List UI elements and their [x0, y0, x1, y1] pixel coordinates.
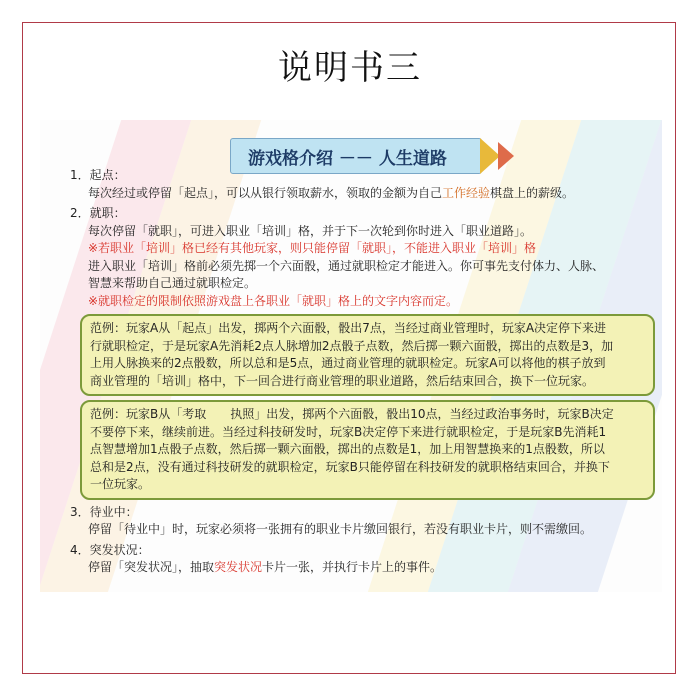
text-run: 卡片一张，并执行卡片上的事件。 — [262, 560, 443, 574]
example-text-line: 不要停下来，继续前进。当经过科技研发时，玩家B决定停下来进行就职检定，于是玩家B先消耗1 — [90, 424, 607, 439]
section-text-line — [70, 185, 660, 203]
manual-photo — [40, 120, 662, 592]
example-box — [80, 400, 655, 500]
text-run: 每次经过或停留「起点」，可以从银行领取薪水，领取的金额为自己 — [88, 185, 443, 200]
section-text-line — [70, 240, 660, 258]
example-text-line: 范例：玩家B从「考取 执照」出发，掷两个六面骰，骰出10点，当经过政治事务时，玩家B决定 — [90, 407, 614, 421]
example-text-line: 范例：玩家A从「起点」出发，掷两个六面骰，骰出7点，当经过商业管理时，玩家A决定停下来进 — [90, 321, 607, 335]
manual-content — [70, 164, 660, 577]
banner-title: 游戏格介绍 －－ 人生道路 — [248, 149, 447, 169]
section-text-line — [70, 258, 660, 276]
section-heading: 3．待业中： — [70, 504, 138, 519]
section-text-line — [70, 293, 660, 311]
section-text-line — [70, 275, 660, 293]
section-heading: 4．突发状况： — [70, 542, 150, 557]
section-text-line — [70, 559, 660, 577]
example-text-line: 点智慧增加1点骰子点数，然后掷一颗六面骰，掷出的点数是1，加上用智慧换来的1点骰数，所以 — [90, 442, 605, 456]
section-heading: 2．就职： — [70, 206, 126, 220]
section-heading: 1．起点： — [70, 168, 126, 182]
text-run: 工作经验 — [442, 185, 491, 200]
text-run: 停留「待业中」时，玩家必须将一张拥有的职业卡片缴回银行，若没有职业卡片，则不需缴回。 — [88, 522, 593, 536]
text-run: 突发状况 — [214, 560, 263, 574]
example-text-line: 总和是2点，没有通过科技研发的就职检定，玩家B只能停留在科技研发的就职格结束回合，并换下 — [90, 459, 610, 474]
text-run: ※就职检定的限制依照游戏盘上各职业「就职」格上的文字内容而定。 — [88, 293, 459, 308]
text-run: 进入职业「培训」格前必须先掷一个六面骰，通过就职检定才能进入。你可事先支付体力、人脉、 — [88, 258, 605, 273]
example-text-line: 一位玩家。 — [90, 477, 151, 491]
page-title: 说明书三 — [278, 48, 422, 88]
text-run: 每次停留「就职」，可进入职业「培训」格，并于下一次轮到你时进入「职业道路」。 — [88, 223, 533, 238]
example-box — [80, 314, 655, 396]
example-text-line: 商业管理的「培训」格中，下一回合进行商业管理的职业道路，然后结束回合，换下一位玩家。 — [90, 373, 595, 388]
section-text-line — [70, 223, 660, 241]
text-run: 智慧来帮助自己通过就职检定。 — [88, 276, 257, 290]
text-run: 停留「突发状况」，抽取 — [88, 560, 215, 574]
example-text-line: 行就职检定，于是玩家A先消耗2点人脉增加2点骰子点数，然后掷一颗六面骰，掷出的点数是3，加 — [90, 338, 614, 353]
text-run: ※若职业「培训」格已经有其他玩家，则只能停留「就职」，不能进入职业「培训」格 — [88, 241, 537, 255]
section-text-line — [70, 521, 660, 539]
text-run: 棋盘上的薪级。 — [490, 185, 575, 200]
example-text-line: 上用人脉换来的2点骰数，所以总和是5点，通过商业管理的就职检定。玩家A可以将他的棋子放到 — [90, 356, 606, 370]
